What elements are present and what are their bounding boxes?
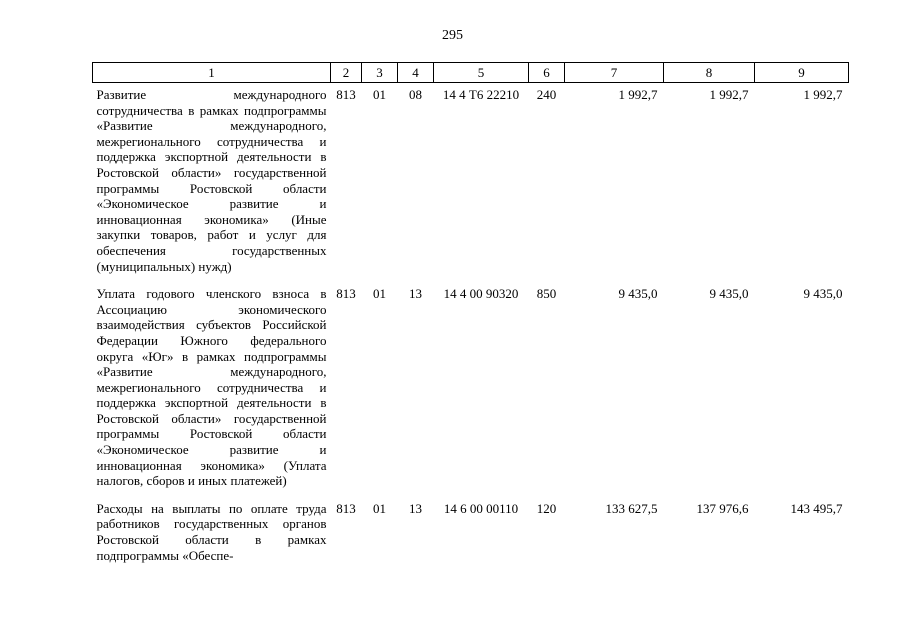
row-description: Уплата годового членского взноса в Ассоциацию экономического взаимодействия субъектов Российской Федерации Южного федерального округа «Юг» в рамках подпрограммы «Развитие международного, межрегионального сотрудничества и поддержка экспортной деятельности в Ростовской области» государственной программы Ростовской области «Экономическое развитие и инновационная экономика» (Уплата налогов, сборов и иных платежей) xyxy=(96,286,327,489)
row-section: 01 xyxy=(373,286,386,302)
table-row xyxy=(93,497,849,571)
row-subsection: 08 xyxy=(409,87,422,102)
row-expense-type: 240 xyxy=(536,87,557,102)
header-col-9: 9 xyxy=(755,63,849,83)
row-subsection: 13 xyxy=(409,286,422,302)
row-description: Развитие международного сотрудничества в рамках подпрограммы «Развитие международного, межрегионального сотрудничества и поддержка экспортной деятельности в Ростовской области» государственной программы Ростовской области «Экономическое развитие и инновационная экономика» (Иные закупки товаров, работ и услуг для обеспечения государственных (муниципальных) нужд) xyxy=(96,87,327,274)
row-amount-col9: 143 495,7 xyxy=(790,500,843,516)
row-amount-col7: 133 627,5 xyxy=(605,500,658,516)
row-expense-type: 120 xyxy=(536,500,557,516)
table-row xyxy=(93,282,849,497)
row-amount-col9: 9 435,0 xyxy=(803,286,843,302)
row-ministry-code: 813 xyxy=(336,286,356,302)
header-col-2: 2 xyxy=(331,63,362,83)
row-section: 01 xyxy=(373,500,386,516)
row-target-article: 14 6 00 00110 xyxy=(443,500,519,516)
header-col-6: 6 xyxy=(529,63,565,83)
row-amount-col8: 9 435,0 xyxy=(709,286,749,302)
header-col-1: 1 xyxy=(93,63,331,83)
row-amount-col9: 1 992,7 xyxy=(803,87,843,102)
row-amount-col8: 137 976,6 xyxy=(696,500,749,516)
row-ministry-code: 813 xyxy=(336,500,356,516)
row-description: Расходы на выплаты по оплате труда работников государственных органов Ростовской области в рамках подпрограммы «Обеспе- xyxy=(96,500,327,563)
header-col-3: 3 xyxy=(362,63,398,83)
row-target-article: 14 4 00 90320 xyxy=(443,286,519,302)
header-row xyxy=(93,63,849,83)
row-amount-col8: 1 992,7 xyxy=(709,87,749,102)
header-col-5: 5 xyxy=(434,63,529,83)
page-number: 295 xyxy=(442,28,463,43)
row-amount-col7: 9 435,0 xyxy=(618,286,658,302)
budget-table xyxy=(92,62,849,571)
table-row xyxy=(93,83,849,283)
row-target-article: 14 4 Т6 22210 xyxy=(442,87,520,102)
row-section: 01 xyxy=(373,87,386,102)
header-col-4: 4 xyxy=(398,63,434,83)
row-amount-col7: 1 992,7 xyxy=(618,87,658,102)
header-col-8: 8 xyxy=(664,63,755,83)
row-ministry-code: 813 xyxy=(336,87,356,102)
header-col-7: 7 xyxy=(565,63,664,83)
row-expense-type: 850 xyxy=(536,286,557,302)
row-subsection: 13 xyxy=(409,500,422,516)
